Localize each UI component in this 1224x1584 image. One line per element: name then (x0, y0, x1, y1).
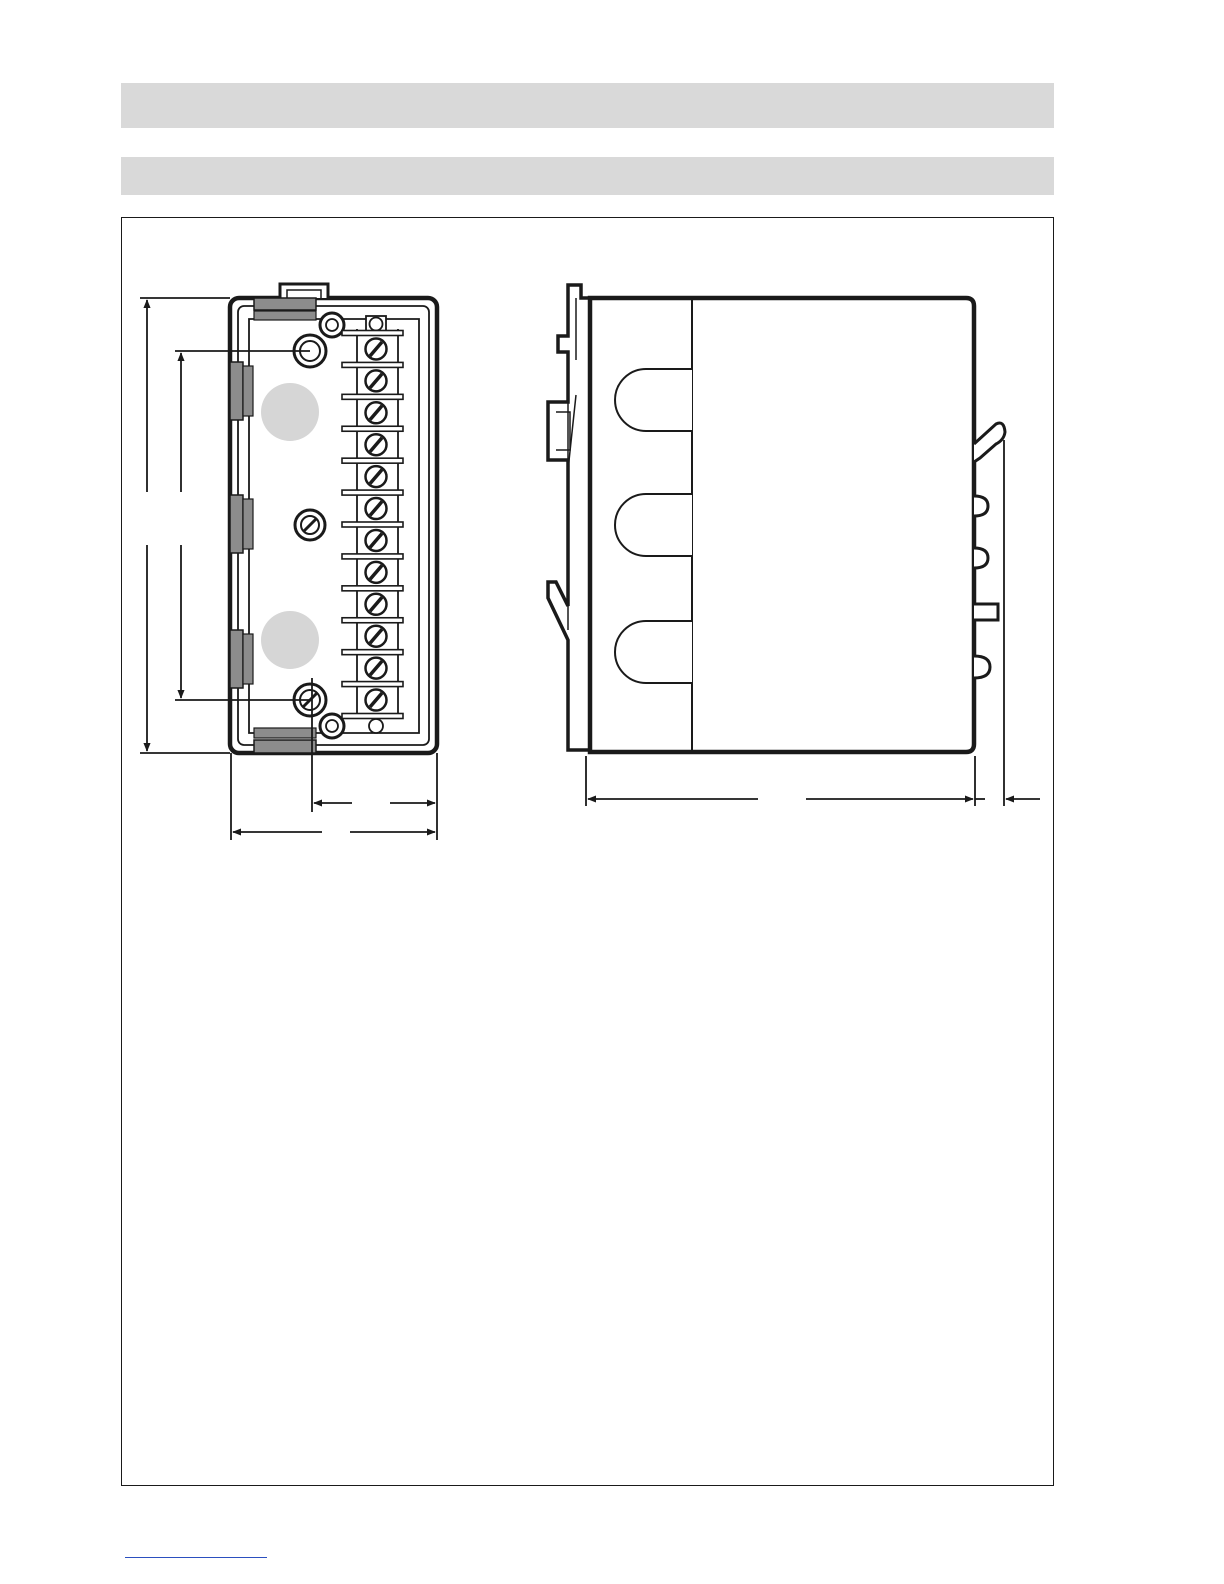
footer-rule (125, 1557, 267, 1558)
screw-terminal-icon (366, 594, 387, 615)
screw-terminal-icon (366, 658, 387, 679)
terminal-separator (342, 522, 403, 527)
cable-entry (615, 494, 692, 556)
screw-terminal-icon (366, 690, 387, 711)
terminal-separator (342, 362, 403, 367)
terminal-profile (974, 423, 1005, 462)
din-clip-icon (548, 285, 590, 750)
cable-entry (615, 621, 692, 683)
terminal-separator (342, 331, 403, 336)
terminal-separator (342, 586, 403, 591)
terminal-separator (342, 650, 403, 655)
screw-terminal-icon (366, 370, 387, 391)
screw-terminal-icon (366, 466, 387, 487)
terminal-separator (342, 394, 403, 399)
front-view (230, 284, 437, 753)
screw-terminal-icon (366, 562, 387, 583)
screw-terminal-icon (366, 626, 387, 647)
screw-terminal-icon (366, 338, 387, 359)
terminal-separator (342, 714, 403, 719)
knockout-icon (261, 611, 319, 669)
bottom-latch (254, 728, 316, 738)
cable-entry (615, 369, 692, 431)
terminal-separator (342, 458, 403, 463)
terminal-separator (342, 618, 403, 623)
terminal-separator (342, 490, 403, 495)
mounting-screw-icon (295, 510, 325, 540)
terminal-separator (342, 682, 403, 687)
screw-terminal-icon (366, 402, 387, 423)
terminal-separator (342, 554, 403, 559)
screw-terminal-icon (366, 434, 387, 455)
knockout-icon (261, 383, 319, 441)
screw-terminal-icon (366, 530, 387, 551)
screw-terminal-icon (366, 498, 387, 519)
housing-outer (230, 298, 437, 753)
side-view (548, 285, 1005, 752)
side-latches (230, 362, 253, 688)
top-latch (254, 298, 316, 310)
terminal-separator (342, 426, 403, 431)
